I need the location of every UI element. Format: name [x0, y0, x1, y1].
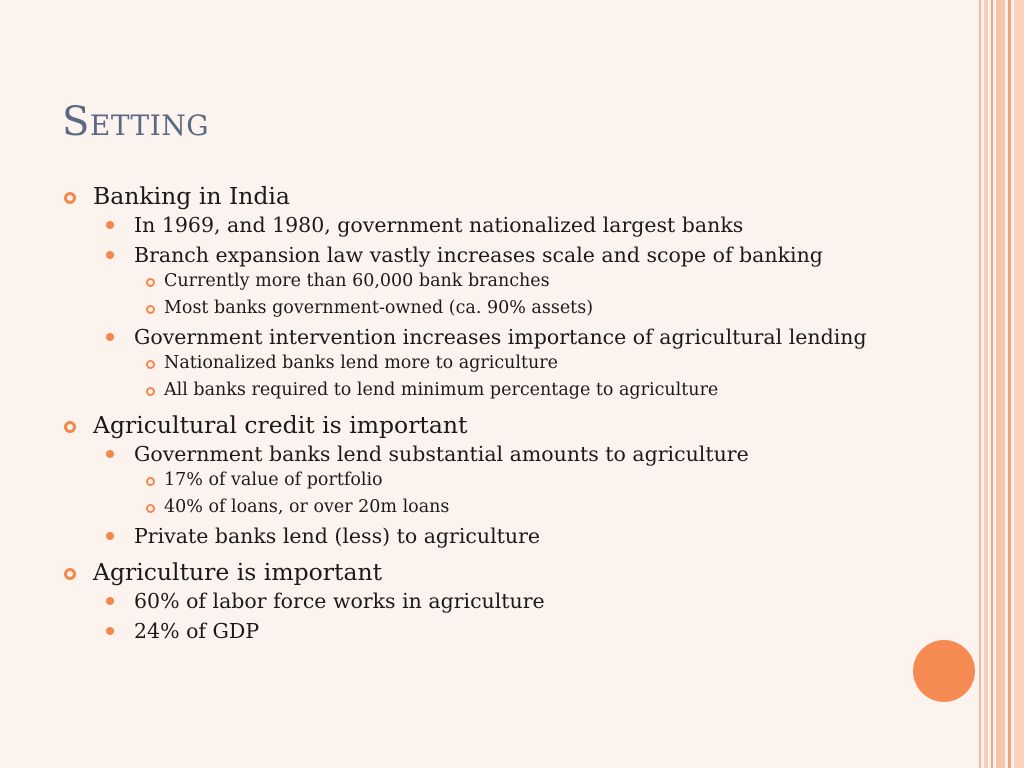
sub-sub-bullet: [64, 470, 904, 491]
decorative-stripe: [979, 0, 981, 768]
bullet-text: Branch expansion law vastly increases scale and scope of banking: [134, 243, 823, 267]
bullet-text: Nationalized banks lend more to agriculture: [164, 353, 559, 373]
ring-bullet-icon: [146, 305, 155, 314]
dot-bullet-icon: [106, 221, 114, 229]
sub-sub-bullet: [64, 271, 904, 292]
sub-sub-bullet: [64, 298, 904, 319]
sub-bullet: [64, 619, 904, 643]
bullet-text: Agricultural credit is important: [93, 411, 468, 439]
bullet-text: 24% of GDP: [134, 619, 260, 643]
decorative-circle: [913, 640, 975, 702]
sub-bullet: [64, 325, 904, 349]
bullet-agricultural-credit: [64, 411, 904, 439]
sub-bullet: [64, 213, 904, 237]
sub-bullet: [64, 442, 904, 466]
bullet-text: 60% of labor force works in agriculture: [134, 589, 545, 613]
bullet-text: Banking in India: [93, 182, 290, 210]
dot-bullet-icon: [106, 333, 114, 341]
decorative-stripe: [1008, 0, 1011, 768]
ring-bullet-icon: [146, 504, 155, 513]
bullet-text: Currently more than 60,000 bank branches: [164, 271, 550, 291]
bullet-text: Private banks lend (less) to agriculture: [134, 524, 541, 548]
sub-sub-bullet: [64, 353, 904, 374]
bullet-text: Most banks government-owned (ca. 90% assets): [164, 298, 594, 318]
sub-bullet: [64, 524, 904, 548]
slide-title: Setting: [62, 99, 210, 145]
bullet-text: Agriculture is important: [93, 558, 383, 586]
ring-bullet-icon: [64, 421, 76, 433]
bullet-text: 17% of value of portfolio: [164, 470, 383, 490]
sub-sub-bullet: [64, 497, 904, 518]
ring-bullet-icon: [64, 192, 76, 204]
dot-bullet-icon: [106, 251, 114, 259]
sub-bullet: [64, 589, 904, 613]
dot-bullet-icon: [106, 532, 114, 540]
bullet-text: In 1969, and 1980, government nationalized largest banks: [134, 213, 744, 237]
dot-bullet-icon: [106, 597, 114, 605]
bullet-text: 40% of loans, or over 20m loans: [164, 497, 450, 517]
bullet-agriculture-important: [64, 558, 904, 586]
ring-bullet-icon: [146, 387, 155, 396]
bullet-text: All banks required to lend minimum percentage to agriculture: [164, 380, 719, 400]
decorative-stripe: [984, 0, 988, 768]
bullet-text: Government banks lend substantial amounts to agriculture: [134, 442, 749, 466]
dot-bullet-icon: [106, 627, 114, 635]
ring-bullet-icon: [146, 477, 155, 486]
bullet-list: [64, 182, 904, 643]
sub-sub-bullet: [64, 380, 904, 401]
ring-bullet-icon: [146, 278, 155, 287]
decorative-stripe: [996, 0, 1005, 768]
decorative-stripe: [991, 0, 993, 768]
sub-bullet: [64, 243, 904, 267]
dot-bullet-icon: [106, 450, 114, 458]
decorative-stripe: [1014, 0, 1024, 768]
ring-bullet-icon: [146, 360, 155, 369]
slide-content: [64, 182, 904, 649]
bullet-text: Government intervention increases importance of agricultural lending: [134, 325, 867, 349]
bullet-banking-in-india: [64, 182, 904, 210]
ring-bullet-icon: [64, 568, 76, 580]
